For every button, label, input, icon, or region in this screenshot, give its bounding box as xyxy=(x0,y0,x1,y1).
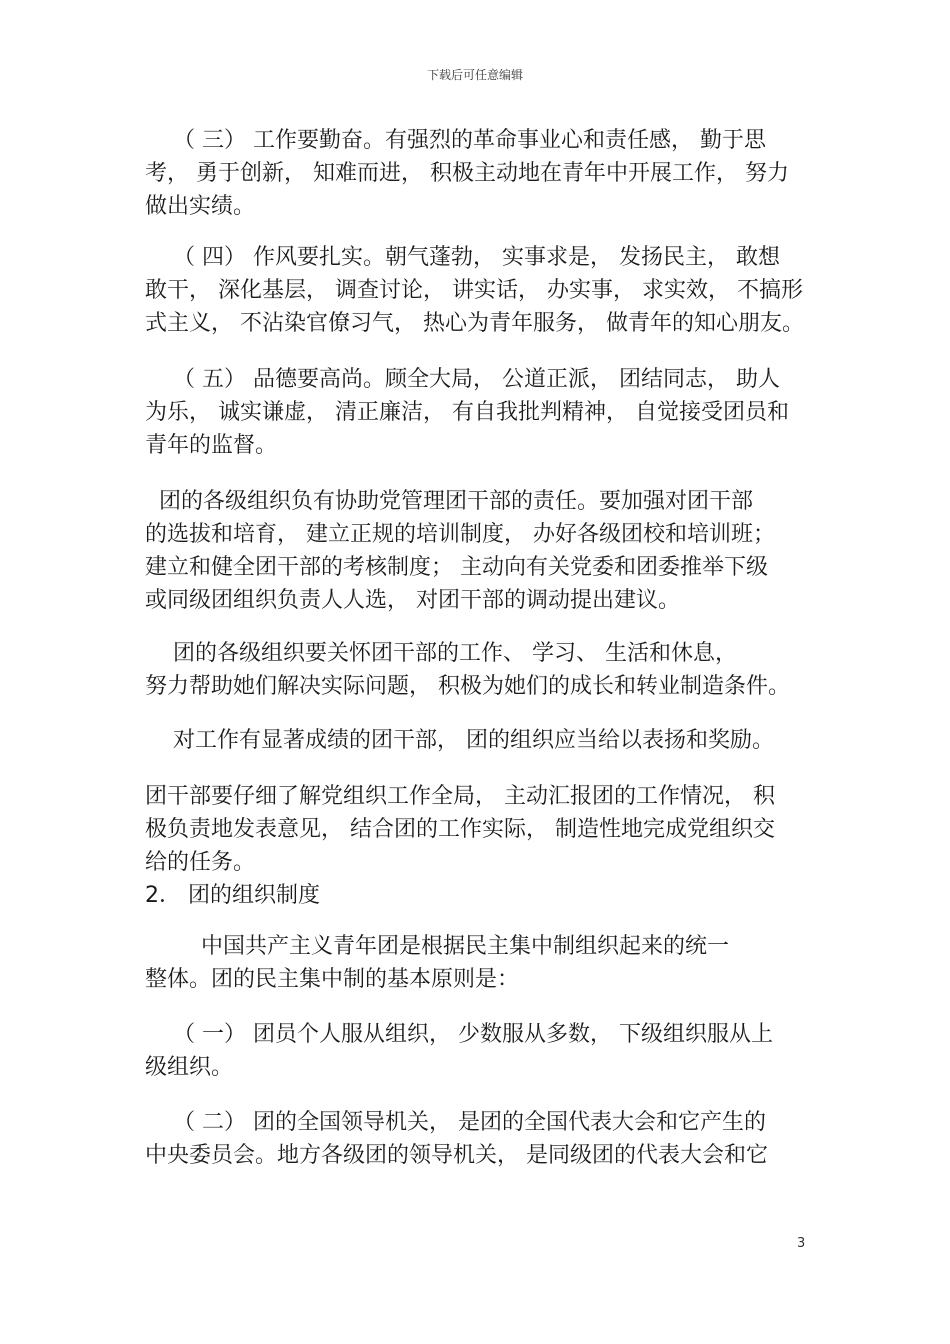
text-line: 中央委员会。地方各级团的领导机关， 是同级团的代表大会和它 xyxy=(145,1143,768,1168)
text-line: 考， 勇于创新， 知难而进， 积极主动地在青年中开展工作， 努力 xyxy=(145,161,789,186)
paragraph-cadre-duty xyxy=(145,780,805,912)
text-line: 或同级团组织负责人人选， 对团干部的调动提出建议。 xyxy=(145,588,680,613)
text-line: 团的各级组织负有协助党管理团干部的责任。要加强对团干部 xyxy=(145,489,753,514)
text-line: 团干部要仔细了解党组织工作全局， 主动汇报团的工作情况， 积 xyxy=(145,784,775,809)
text-line: 对工作有显著成绩的团干部， 团的组织应当给以表扬和奖励。 xyxy=(145,728,774,753)
paragraph-democratic-centralism xyxy=(145,930,805,996)
paragraph-cadre-reward xyxy=(145,724,805,757)
text-line: （ 三） 工作要勤奋。有强烈的革命事业心和责任感， 勤于思 xyxy=(145,128,766,153)
paragraph-style-solid xyxy=(145,241,805,340)
text-line: 青年的监督。 xyxy=(145,433,278,458)
text-line: 建立和健全团干部的考核制度； 主动向有关党委和团委推举下级 xyxy=(145,555,768,580)
text-line: 努力帮助她们解决实际问题， 积极为她们的成长和转业制造条件。 xyxy=(145,674,790,699)
page-header: 下载后可任意编辑 xyxy=(426,68,523,82)
paragraph-cadre-care xyxy=(145,637,805,703)
text-line: 式主义， 不沾染官僚习气， 热心为青年服务， 做青年的知心朋友。 xyxy=(145,311,804,336)
paragraph-cadre-management xyxy=(145,485,805,617)
paragraph-principle-one xyxy=(145,1018,805,1084)
text-line: 给的任务。 xyxy=(145,850,256,875)
text-line: 整体。团的民主集中制的基本原则是： xyxy=(145,967,520,992)
text-line: 做出实绩。 xyxy=(145,194,256,219)
text-line: 中国共产主义青年团是根据民主集中制组织起来的统一 xyxy=(145,934,729,959)
section-heading: 2． 团的组织制度 xyxy=(145,883,320,908)
paragraph-work-diligent xyxy=(145,124,805,223)
text-line: （ 一） 团员个人服从组织， 少数服从多数， 下级组织服从上 xyxy=(145,1022,773,1047)
text-line: （ 二） 团的全国领导机关， 是团的全国代表大会和它产生的 xyxy=(145,1110,766,1135)
text-line: 极负责地发表意见， 结合团的工作实际， 制造性地完成党组织交 xyxy=(145,817,775,842)
text-line: （ 五） 品德要高尚。顾全大局， 公道正派， 团结同志， 助人 xyxy=(145,367,780,392)
text-line: 敢干， 深化基层， 调查讨论， 讲实话， 办实事， 求实效， 不搞形 xyxy=(145,278,803,303)
text-line: （ 四） 作风要扎实。朝气蓬勃， 实事求是， 发扬民主， 敢想 xyxy=(145,245,780,270)
text-line: 的选拔和培育， 建立正规的培训制度， 办好各级团校和培训班； xyxy=(145,522,775,547)
page-number: 3 xyxy=(797,1236,806,1251)
paragraph-principle-two xyxy=(145,1106,805,1172)
text-line: 级组织。 xyxy=(145,1055,234,1080)
text-line: 团的各级组织要关怀团干部的工作、 学习、 生活和休息， xyxy=(145,641,737,666)
text-line: 为乐， 诚实谦虚， 清正廉洁， 有自我批判精神， 自觉接受团员和 xyxy=(145,400,789,425)
paragraph-morality xyxy=(145,363,805,462)
